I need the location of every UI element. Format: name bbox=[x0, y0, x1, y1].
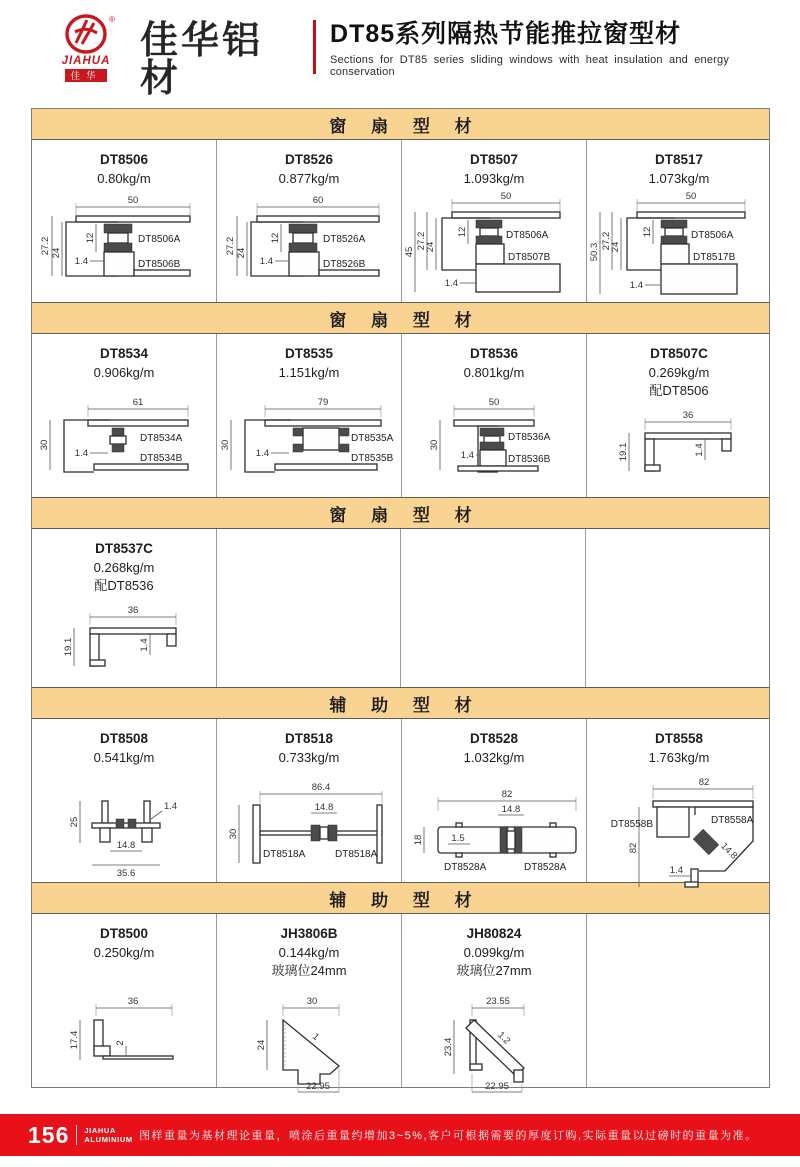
product-cell-jh80824 bbox=[401, 914, 586, 1093]
part-label-b: DT8534B bbox=[140, 453, 183, 465]
part-label-a: DT8534A bbox=[140, 433, 183, 445]
section-sash-2 bbox=[32, 302, 769, 497]
dim-width: 30 bbox=[306, 996, 318, 1008]
dim-width: 79 bbox=[317, 397, 329, 409]
product-weight: 1.093kg/m bbox=[463, 170, 525, 186]
product-row bbox=[32, 334, 769, 497]
section-title: 辅 助 型 材 bbox=[329, 890, 482, 910]
part-label-b: DT8528A bbox=[524, 862, 567, 874]
product-model: DT8506 bbox=[99, 152, 149, 167]
dim-total-height: 45 bbox=[404, 246, 415, 258]
dim-width: 36 bbox=[682, 410, 694, 422]
product-weight: 0.099kg/m bbox=[463, 944, 525, 960]
dim-width: 60 bbox=[312, 195, 324, 207]
part-label-b: DT8517B bbox=[693, 252, 736, 264]
page-subtitle: Sections for DT85 series sliding windows with heat insulation and energy conservation bbox=[330, 53, 730, 78]
dim-height: 25 bbox=[69, 816, 80, 828]
product-weight: 0.250kg/m bbox=[93, 944, 155, 960]
section-header-band bbox=[32, 687, 769, 719]
product-weight: 0.877kg/m bbox=[278, 170, 340, 186]
part-label-b: DT8518A bbox=[335, 849, 378, 861]
dim-width: 86.4 bbox=[311, 782, 331, 794]
part-label-b: DT8506B bbox=[138, 259, 181, 271]
dim-width: 82 bbox=[698, 777, 710, 789]
dim-thickness: 1.4 bbox=[259, 256, 273, 268]
profile-drawing-dt8508 bbox=[32, 769, 216, 879]
profile-drawing-dt8526 bbox=[217, 190, 401, 296]
brand-block bbox=[140, 22, 297, 120]
footer-note: 图样重量为基材理论重量，喷涂后重量约增加3~5%,客户可根据需要的厚度订购,实际重量以过磅时的重量为准。 bbox=[139, 1130, 758, 1142]
profile-drawing-jh80824 bbox=[402, 982, 586, 1098]
profile-drawing-dt8517 bbox=[587, 190, 771, 302]
profile-drawing-dt8500 bbox=[32, 964, 216, 1082]
section-aux-1 bbox=[32, 687, 769, 882]
product-weight: 1.151kg/m bbox=[278, 364, 340, 380]
product-row bbox=[32, 914, 769, 1093]
header-divider bbox=[313, 20, 316, 74]
part-label-b: DT8558B bbox=[610, 819, 653, 831]
company-name: 佳华铝材 bbox=[140, 20, 264, 100]
dim-width: 50 bbox=[488, 397, 500, 409]
product-row bbox=[32, 719, 769, 882]
product-cell-dt8518 bbox=[216, 719, 401, 882]
section-title: 窗 扇 型 材 bbox=[329, 116, 482, 136]
profile-drawing-dt8528 bbox=[402, 769, 586, 879]
dim-bottom-width: 22.95 bbox=[485, 1081, 509, 1093]
dim-height: 17.4 bbox=[69, 1030, 80, 1050]
dim-height: 23.4 bbox=[443, 1038, 454, 1057]
dim-thickness: 2 bbox=[115, 1040, 126, 1046]
product-cell-dt8558 bbox=[586, 719, 771, 882]
section-sash-1 bbox=[32, 109, 769, 302]
dim-thickness: 1.4 bbox=[444, 278, 458, 290]
product-note: 配DT8536 bbox=[94, 578, 154, 594]
footer-divider bbox=[76, 1125, 77, 1145]
product-model: DT8507 bbox=[469, 152, 519, 167]
empty-cell bbox=[216, 529, 400, 687]
dim-height2: 24 bbox=[51, 247, 62, 259]
dim-outer-width: 35.6 bbox=[116, 868, 136, 880]
profile-drawing-dt8506 bbox=[32, 190, 216, 296]
product-weight: 0.80kg/m bbox=[97, 170, 151, 186]
dim-height: 30 bbox=[228, 828, 239, 840]
dim-width: 36 bbox=[127, 605, 139, 617]
product-weight: 0.801kg/m bbox=[463, 364, 525, 380]
footer-brand bbox=[84, 1126, 132, 1145]
section-aux-2 bbox=[32, 882, 769, 1093]
dim-height: 30 bbox=[429, 439, 440, 451]
part-label-a: DT8558A bbox=[711, 815, 754, 827]
product-cell-dt8526 bbox=[216, 140, 401, 302]
product-cell-dt8506 bbox=[32, 140, 216, 302]
product-model: DT8535 bbox=[284, 346, 334, 361]
dim-height2: 24 bbox=[610, 241, 621, 253]
dim-width: 36 bbox=[127, 996, 139, 1008]
dim-thickness: 1.4 bbox=[255, 448, 269, 460]
dim-bottom-width: 22.95 bbox=[306, 1081, 330, 1093]
profile-drawing-dt8537c bbox=[32, 597, 216, 685]
product-cell-dt8536 bbox=[401, 334, 586, 497]
part-label-a: DT8506A bbox=[506, 230, 549, 242]
product-cell-dt8528 bbox=[401, 719, 586, 882]
dim-thickness: 1.4 bbox=[694, 443, 705, 457]
dim-thickness: 1 bbox=[310, 1031, 322, 1044]
product-row bbox=[32, 529, 769, 687]
dim-thickness: 1.4 bbox=[139, 638, 150, 652]
page-footer bbox=[0, 1114, 800, 1156]
part-label-b: DT8507B bbox=[508, 252, 551, 264]
dim-thickness: 1.4 bbox=[669, 865, 683, 877]
product-weight: 0.733kg/m bbox=[278, 749, 340, 765]
empty-cell bbox=[400, 529, 584, 687]
dim-height: 27.2 bbox=[40, 236, 51, 256]
section-header-band bbox=[32, 302, 769, 334]
dim-height3: 12 bbox=[457, 226, 468, 238]
section-title: 窗 扇 型 材 bbox=[329, 310, 482, 330]
dim-thickness: 1.2 bbox=[495, 1029, 513, 1048]
product-cell-dt8507c bbox=[586, 334, 771, 497]
dim-width: 50 bbox=[127, 195, 139, 207]
product-model: DT8536 bbox=[469, 346, 519, 361]
product-model: DT8534 bbox=[99, 346, 149, 361]
product-cell-jh3806b bbox=[216, 914, 401, 1093]
page-title: DT85系列隔热节能推拉窗型材 bbox=[330, 20, 682, 48]
part-label-b: DT8526B bbox=[323, 259, 366, 271]
part-label-b: DT8536B bbox=[508, 454, 551, 466]
product-weight: 0.144kg/m bbox=[278, 944, 340, 960]
profile-table bbox=[31, 108, 770, 1093]
footer-brand-line2: ALUMINIUM bbox=[84, 1135, 133, 1144]
page-number: 156 bbox=[28, 1121, 70, 1148]
dim-height: 30 bbox=[220, 439, 231, 451]
product-model: JH3806B bbox=[280, 926, 338, 941]
title-block bbox=[330, 20, 780, 78]
product-model: DT8537C bbox=[95, 541, 153, 556]
dim-height: 27.2 bbox=[601, 231, 612, 251]
dim-thickness: 1.4 bbox=[460, 450, 474, 462]
section-header-band bbox=[32, 109, 769, 140]
dim-height: 19.1 bbox=[63, 638, 74, 657]
page-header bbox=[42, 12, 780, 100]
dim-height: 19.1 bbox=[618, 443, 629, 462]
jiahua-logo-icon bbox=[42, 12, 134, 90]
product-cell-dt8517 bbox=[586, 140, 771, 302]
product-weight: 0.268kg/m bbox=[93, 559, 155, 575]
dim-thickness: 1.4 bbox=[164, 801, 178, 813]
product-model: DT8508 bbox=[99, 731, 149, 746]
registered-mark: ® bbox=[109, 15, 115, 24]
dim-height: 82 bbox=[628, 842, 639, 854]
product-model: DT8500 bbox=[99, 926, 149, 941]
part-label-a: DT8536A bbox=[508, 432, 551, 444]
part-label-a: DT8528A bbox=[444, 862, 487, 874]
dim-width: 50 bbox=[685, 191, 697, 203]
footer-brand-line1: JIAHUA bbox=[84, 1125, 116, 1135]
profile-drawing-dt8507 bbox=[402, 190, 586, 302]
product-weight: 0.269kg/m bbox=[648, 364, 710, 380]
part-label-b: DT8535B bbox=[351, 453, 394, 465]
dim-width: 23.55 bbox=[486, 996, 510, 1008]
dim-thickness: 1.4 bbox=[74, 448, 88, 460]
product-model: DT8528 bbox=[469, 731, 519, 746]
product-cell-dt8508 bbox=[32, 719, 216, 882]
product-note: 玻璃位24mm bbox=[271, 963, 347, 979]
dim-height3: 12 bbox=[270, 232, 281, 244]
dim-inner-width: 14.8 bbox=[314, 802, 334, 814]
part-label-a: DT8506A bbox=[138, 234, 181, 246]
dim-height3: 12 bbox=[85, 232, 96, 244]
product-weight: 1.032kg/m bbox=[463, 749, 525, 765]
dim-height: 27.2 bbox=[416, 231, 427, 251]
product-model: DT8517 bbox=[654, 152, 704, 167]
profile-drawing-dt8518 bbox=[217, 769, 401, 877]
dim-total-height: 50.3 bbox=[589, 242, 600, 262]
part-label-a: DT8526A bbox=[323, 234, 366, 246]
dim-width: 82 bbox=[501, 789, 513, 801]
product-weight: 1.763kg/m bbox=[648, 749, 710, 765]
product-cell-dt8537c bbox=[32, 529, 216, 687]
product-model: DT8518 bbox=[284, 731, 334, 746]
dim-thickness: 1.4 bbox=[629, 280, 643, 292]
dim-inner-width: 14.8 bbox=[116, 840, 136, 852]
product-weight: 0.906kg/m bbox=[93, 364, 155, 380]
dim-thickness: 1.4 bbox=[74, 256, 88, 268]
logo-brand-cn: 佳华 bbox=[70, 71, 102, 82]
section-title: 窗 扇 型 材 bbox=[329, 505, 482, 525]
dim-inner-width: 14.8 bbox=[501, 804, 521, 816]
product-model: DT8507C bbox=[650, 346, 708, 361]
product-cell-dt8534 bbox=[32, 334, 216, 497]
product-cell-dt8507 bbox=[401, 140, 586, 302]
dim-height: 27.2 bbox=[225, 236, 236, 256]
product-note: 配DT8506 bbox=[649, 383, 709, 399]
dim-height: 24 bbox=[256, 1039, 267, 1051]
product-row bbox=[32, 140, 769, 302]
product-note: 玻璃位27mm bbox=[456, 963, 532, 979]
logo-brand-en: JIAHUA bbox=[61, 55, 111, 67]
product-weight: 1.073kg/m bbox=[648, 170, 710, 186]
profile-drawing-dt8558 bbox=[587, 769, 771, 891]
section-title: 辅 助 型 材 bbox=[329, 695, 482, 715]
section-header-band bbox=[32, 497, 769, 529]
empty-cell bbox=[585, 529, 769, 687]
dim-thickness: 1.5 bbox=[451, 833, 465, 845]
product-cell-dt8535 bbox=[216, 334, 401, 497]
profile-drawing-dt8507c bbox=[587, 402, 771, 490]
product-model: JH80824 bbox=[466, 926, 522, 941]
part-label-a: DT8518A bbox=[263, 849, 306, 861]
section-sash-3 bbox=[32, 497, 769, 687]
dim-inner-width: 14.8 bbox=[718, 840, 740, 862]
product-weight: 0.541kg/m bbox=[93, 749, 155, 765]
part-label-a: DT8535A bbox=[351, 433, 394, 445]
dim-width: 50 bbox=[500, 191, 512, 203]
product-model: DT8526 bbox=[284, 152, 334, 167]
part-label-a: DT8506A bbox=[691, 230, 734, 242]
dim-height2: 24 bbox=[236, 247, 247, 259]
dim-width: 61 bbox=[132, 397, 144, 409]
product-model: DT8558 bbox=[654, 731, 704, 746]
dim-height: 18 bbox=[413, 834, 424, 846]
profile-drawing-jh3806b bbox=[217, 982, 401, 1098]
dim-height3: 12 bbox=[642, 226, 653, 238]
profile-drawing-dt8534 bbox=[32, 384, 216, 488]
dim-height: 30 bbox=[39, 439, 50, 451]
dim-height2: 24 bbox=[425, 241, 436, 253]
product-cell-dt8500 bbox=[32, 914, 216, 1087]
profile-drawing-dt8535 bbox=[217, 384, 401, 488]
profile-drawing-dt8536 bbox=[402, 384, 586, 488]
empty-cell bbox=[586, 914, 769, 1087]
